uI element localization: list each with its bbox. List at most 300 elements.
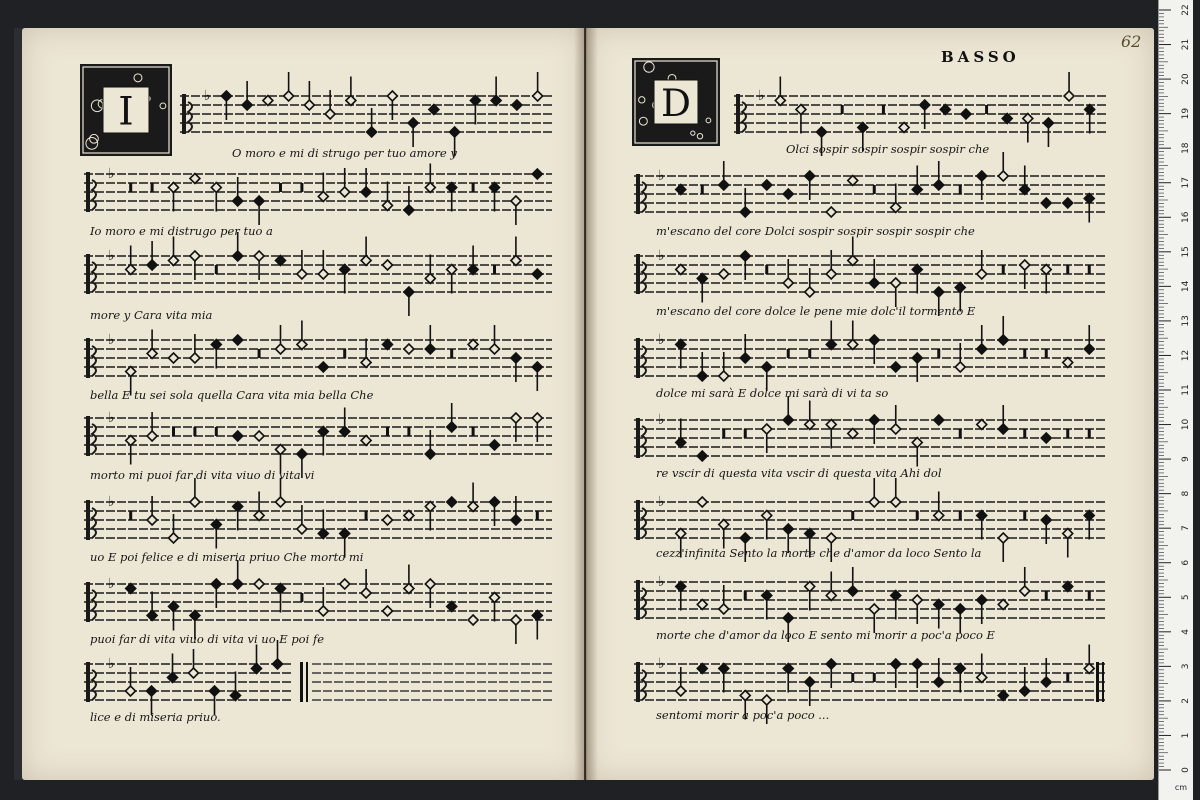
rest-mark: [129, 511, 132, 520]
note-head: [126, 686, 136, 696]
note-head: [425, 183, 435, 193]
note-head: [775, 96, 785, 106]
note-head: [318, 362, 328, 372]
note-head: [511, 413, 521, 423]
rest-mark: [808, 349, 811, 358]
note-head: [169, 533, 179, 543]
note-head: [1063, 358, 1073, 368]
svg-text:♭: ♭: [658, 494, 665, 510]
note-head: [254, 431, 264, 441]
ruler-label: 13: [1181, 315, 1191, 327]
right-staff-2: [634, 152, 1106, 223]
rest-mark: [151, 183, 154, 192]
note-head: [304, 100, 314, 110]
note-head: [977, 171, 987, 181]
note-head: [998, 335, 1008, 345]
note-head: [848, 429, 858, 439]
note-head: [169, 602, 179, 612]
left-ornate-initial: [80, 64, 172, 156]
note-head: [425, 502, 435, 512]
note-head: [276, 256, 286, 266]
lyric-line: re vscir di questa vita vscir di questa vita Ahi dol: [656, 466, 942, 480]
rest-mark: [959, 429, 962, 438]
note-head: [940, 105, 950, 115]
note-head: [869, 497, 879, 507]
note-head: [252, 664, 262, 674]
note-head: [284, 91, 294, 101]
note-head: [447, 497, 457, 507]
note-head: [233, 579, 243, 589]
clef-glyph: [636, 662, 640, 702]
note-head: [934, 600, 944, 610]
note-head: [468, 502, 478, 512]
note-head: [273, 659, 283, 669]
clef-glyph: [636, 338, 640, 378]
note-head: [920, 100, 930, 110]
rest-mark: [1088, 429, 1091, 438]
note-head: [697, 451, 707, 461]
note-head: [532, 413, 542, 423]
note-head: [318, 192, 328, 202]
note-head: [318, 529, 328, 539]
right-ornate-initial: [632, 58, 720, 146]
rest-mark: [873, 673, 876, 682]
rest-mark: [472, 183, 475, 192]
note-head: [491, 96, 501, 106]
note-head: [233, 251, 243, 261]
note-head: [676, 340, 686, 350]
rest-mark: [172, 427, 175, 436]
rest-mark: [1066, 673, 1069, 682]
left-staff-empty: [300, 662, 552, 702]
note-head: [532, 362, 542, 372]
note-head: [276, 497, 286, 507]
note-head: [719, 180, 729, 190]
ruler-label: 22: [1181, 4, 1191, 16]
voice-part-header: BASSO: [941, 48, 1020, 66]
note-head: [254, 511, 264, 521]
clef-glyph: [636, 174, 640, 214]
note-head: [762, 511, 772, 521]
svg-text:♭: ♭: [108, 332, 115, 348]
note-head: [1041, 265, 1051, 275]
rest-mark: [1023, 511, 1026, 520]
rest-mark: [193, 427, 196, 436]
lyric-line: morto mi puoi far di vita viuo di vita vi: [90, 468, 315, 482]
rest-mark: [1066, 265, 1069, 274]
note-head: [961, 109, 971, 119]
note-head: [783, 664, 793, 674]
note-head: [912, 438, 922, 448]
note-head: [762, 362, 772, 372]
note-head: [1041, 677, 1051, 687]
note-head: [242, 100, 252, 110]
rest-mark: [215, 265, 218, 274]
right-staff-5: [634, 396, 1106, 467]
note-head: [169, 353, 179, 363]
note-head: [340, 187, 350, 197]
note-head: [1020, 260, 1030, 270]
note-head: [783, 415, 793, 425]
rest-mark: [787, 349, 790, 358]
note-head: [361, 187, 371, 197]
note-head: [468, 615, 478, 625]
note-head: [490, 440, 500, 450]
ruler-label: 2: [1181, 698, 1191, 704]
note-head: [233, 502, 243, 512]
note-head: [190, 251, 200, 261]
note-head: [211, 520, 221, 530]
note-head: [340, 265, 350, 275]
note-head: [233, 431, 243, 441]
note-head: [740, 533, 750, 543]
note-head: [1063, 582, 1073, 592]
note-head: [447, 265, 457, 275]
rest-mark: [343, 349, 346, 358]
svg-text:♭: ♭: [204, 88, 211, 104]
note-head: [532, 611, 542, 621]
note-head: [762, 424, 772, 434]
rest-mark: [959, 185, 962, 194]
note-head: [318, 606, 328, 616]
note-head: [254, 579, 264, 589]
note-head: [190, 497, 200, 507]
note-head: [1084, 511, 1094, 521]
note-head: [450, 127, 460, 137]
note-head: [447, 602, 457, 612]
ruler-label: 8: [1181, 490, 1191, 497]
rest-mark: [258, 349, 261, 358]
note-head: [998, 424, 1008, 434]
rest-mark: [215, 427, 218, 436]
note-head: [697, 274, 707, 284]
rest-mark: [701, 185, 704, 194]
svg-text:♭: ♭: [108, 248, 115, 264]
note-head: [740, 353, 750, 363]
rest-mark: [744, 591, 747, 600]
rest-mark: [129, 183, 132, 192]
rest-mark: [916, 511, 919, 520]
note-head: [869, 335, 879, 345]
rest-mark: [873, 185, 876, 194]
folio-number: 62: [1121, 32, 1142, 51]
note-head: [762, 591, 772, 601]
note-head: [676, 686, 686, 696]
rest-mark: [407, 427, 410, 436]
svg-text:♭: ♭: [658, 574, 665, 590]
note-head: [511, 515, 521, 525]
note-head: [1064, 91, 1074, 101]
note-head: [425, 449, 435, 459]
note-head: [719, 520, 729, 530]
note-head: [169, 183, 179, 193]
note-head: [447, 422, 457, 432]
rest-mark: [472, 427, 475, 436]
note-head: [783, 524, 793, 534]
left-staff-8: [84, 640, 292, 715]
note-head: [817, 127, 827, 137]
note-head: [977, 344, 987, 354]
note-head: [512, 100, 522, 110]
note-head: [387, 91, 397, 101]
rest-mark: [1066, 429, 1069, 438]
clef-glyph: [86, 500, 90, 540]
clef-glyph: [182, 94, 186, 134]
note-head: [221, 91, 231, 101]
note-head: [211, 183, 221, 193]
note-head: [998, 171, 1008, 181]
svg-text:♭: ♭: [108, 166, 115, 182]
clef-glyph: [86, 338, 90, 378]
note-head: [955, 604, 965, 614]
note-head: [676, 185, 686, 195]
note-head: [848, 340, 858, 350]
note-head: [147, 431, 157, 441]
note-head: [891, 424, 901, 434]
left-staff-4: [84, 321, 552, 396]
note-head: [276, 344, 286, 354]
note-head: [404, 344, 414, 354]
note-head: [762, 695, 772, 705]
note-head: [891, 278, 901, 288]
svg-text:I: I: [118, 89, 134, 135]
ruler-label: 6: [1181, 559, 1191, 566]
note-head: [429, 105, 439, 115]
note-head: [367, 127, 377, 137]
svg-text:♭: ♭: [108, 576, 115, 592]
lyric-line: more y Cara vita mia: [90, 308, 213, 322]
lyric-line: Olci sospir sospir sospir sospir che: [786, 142, 990, 156]
note-head: [805, 171, 815, 181]
note-head: [740, 207, 750, 217]
note-head: [383, 201, 393, 211]
rest-mark: [300, 183, 303, 192]
note-head: [361, 256, 371, 266]
rest-mark: [493, 265, 496, 274]
note-head: [955, 664, 965, 674]
note-head: [934, 415, 944, 425]
note-head: [1063, 198, 1073, 208]
clef-glyph: [636, 580, 640, 620]
note-head: [891, 362, 901, 372]
note-head: [404, 511, 414, 521]
ruler-label: 18: [1181, 142, 1191, 154]
note-head: [168, 673, 178, 683]
note-head: [826, 420, 836, 430]
svg-text:♭: ♭: [758, 88, 765, 104]
note-head: [231, 691, 241, 701]
note-head: [1020, 586, 1030, 596]
note-head: [126, 265, 136, 275]
ruler-label: 20: [1181, 73, 1191, 85]
note-head: [719, 664, 729, 674]
note-head: [468, 265, 478, 275]
note-head: [233, 196, 243, 206]
note-head: [977, 269, 987, 279]
note-head: [404, 287, 414, 297]
note-head: [532, 169, 542, 179]
note-head: [147, 260, 157, 270]
note-head: [934, 677, 944, 687]
note-head: [899, 123, 909, 133]
ruler-label: 21: [1181, 38, 1191, 51]
note-head: [189, 668, 199, 678]
note-head: [511, 615, 521, 625]
svg-text:♭: ♭: [658, 168, 665, 184]
rest-mark: [536, 511, 539, 520]
note-head: [719, 269, 729, 279]
note-head: [869, 604, 879, 614]
left-staff-1: [180, 72, 552, 156]
note-head: [511, 196, 521, 206]
note-head: [1063, 529, 1073, 539]
note-head: [783, 613, 793, 623]
note-head: [318, 427, 328, 437]
rest-mark: [386, 427, 389, 436]
note-head: [297, 269, 307, 279]
note-head: [719, 604, 729, 614]
note-head: [340, 579, 350, 589]
svg-text:♭: ♭: [658, 248, 665, 264]
rest-mark: [882, 105, 885, 114]
lyric-line: puoi far di vita viuo di vita vi uo E poi fe: [90, 632, 325, 646]
note-head: [676, 265, 686, 275]
lyric-line: bella E tu sei sola quella Cara vita mia bella Che: [90, 388, 374, 402]
rest-mark: [985, 105, 988, 114]
clef-glyph: [736, 94, 740, 134]
clef-glyph: [636, 418, 640, 458]
note-head: [297, 449, 307, 459]
rest-mark: [1045, 349, 1048, 358]
note-head: [977, 595, 987, 605]
left-staff-3: [84, 232, 552, 316]
note-head: [383, 606, 393, 616]
note-head: [361, 358, 371, 368]
note-head: [147, 515, 157, 525]
note-head: [468, 340, 478, 350]
note-head: [848, 256, 858, 266]
lyric-line: uo E poi felice e di miseria priuo Che morto mi: [90, 550, 364, 564]
note-head: [190, 174, 200, 184]
lyric-line: sentomi morir a poc'a poco ...: [656, 708, 830, 722]
note-head: [1041, 198, 1051, 208]
clef-glyph: [86, 254, 90, 294]
note-head: [190, 611, 200, 621]
note-head: [490, 344, 500, 354]
ruler-label: 3: [1181, 663, 1191, 670]
clef-glyph: [86, 172, 90, 212]
note-head: [697, 664, 707, 674]
rest-mark: [765, 265, 768, 274]
note-head: [912, 659, 922, 669]
note-head: [340, 529, 350, 539]
ruler-label: 16: [1181, 211, 1191, 223]
note-head: [676, 582, 686, 592]
note-head: [383, 260, 393, 270]
lyric-line: m'escano del core Dolci sospir sospir sospir sospir che: [656, 224, 975, 238]
note-head: [934, 287, 944, 297]
note-head: [977, 420, 987, 430]
note-head: [1041, 433, 1051, 443]
measuring-ruler: [1158, 0, 1193, 800]
ruler-label: 19: [1181, 107, 1191, 120]
note-head: [977, 511, 987, 521]
svg-text:♭: ♭: [658, 656, 665, 672]
svg-text:♭: ♭: [108, 494, 115, 510]
note-head: [805, 677, 815, 687]
left-page: [22, 28, 584, 780]
note-head: [325, 109, 335, 119]
ruler-label: 5: [1181, 594, 1191, 601]
note-head: [276, 445, 286, 455]
note-head: [826, 533, 836, 543]
right-page-music: [586, 28, 1154, 780]
note-head: [318, 269, 328, 279]
ruler-unit: cm: [1174, 783, 1188, 792]
note-head: [511, 256, 521, 266]
note-head: [126, 436, 136, 446]
note-head: [297, 340, 307, 350]
note-head: [998, 600, 1008, 610]
note-head: [404, 584, 414, 594]
note-head: [805, 420, 815, 430]
rest-mark: [450, 349, 453, 358]
note-head: [848, 176, 858, 186]
left-page-music: [22, 28, 584, 780]
note-head: [126, 367, 136, 377]
note-head: [210, 686, 220, 696]
note-head: [869, 415, 879, 425]
note-head: [805, 529, 815, 539]
note-head: [912, 595, 922, 605]
note-head: [1002, 114, 1012, 124]
rest-mark: [1023, 349, 1026, 358]
ruler-label: 4: [1181, 628, 1191, 635]
note-head: [912, 265, 922, 275]
note-head: [490, 183, 500, 193]
note-head: [826, 269, 836, 279]
clef-glyph: [636, 500, 640, 540]
note-head: [1084, 344, 1094, 354]
note-head: [254, 251, 264, 261]
note-head: [891, 497, 901, 507]
note-head: [126, 584, 136, 594]
right-staff-4: [634, 316, 1106, 391]
note-head: [340, 427, 350, 437]
lyric-line: lice e di miseria priuo.: [90, 710, 221, 724]
note-head: [676, 529, 686, 539]
note-head: [1084, 194, 1094, 204]
rest-mark: [279, 183, 282, 192]
note-head: [891, 203, 901, 213]
note-head: [532, 269, 542, 279]
note-head: [147, 349, 157, 359]
note-head: [1041, 515, 1051, 525]
note-head: [361, 588, 371, 598]
note-head: [934, 511, 944, 521]
note-head: [805, 582, 815, 592]
note-head: [762, 180, 772, 190]
note-head: [848, 586, 858, 596]
note-head: [1085, 105, 1095, 115]
note-head: [1043, 118, 1053, 128]
rest-mark: [1045, 591, 1048, 600]
note-head: [147, 611, 157, 621]
note-head: [1023, 114, 1033, 124]
note-head: [998, 691, 1008, 701]
lyric-line: O moro e mi di strugo per tuo amore y: [232, 146, 457, 160]
note-head: [383, 515, 393, 525]
